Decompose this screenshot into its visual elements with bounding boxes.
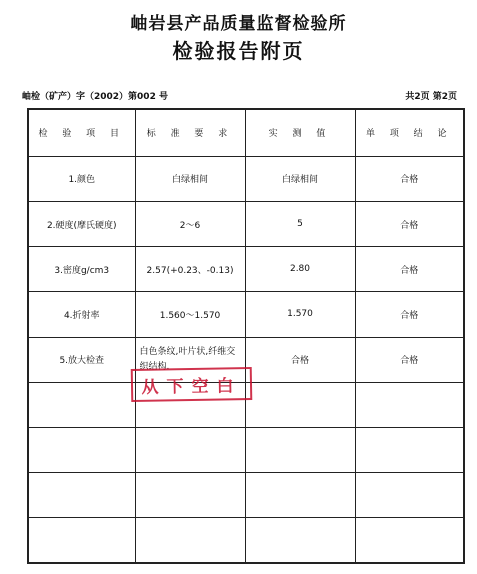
empty-cell — [355, 382, 464, 427]
measured-cell: 合格 — [245, 337, 355, 382]
measured-cell: 2.80 — [245, 247, 355, 292]
column-header-standard: 标 准 要 求 — [135, 109, 245, 156]
conclusion-cell: 合格 — [355, 292, 464, 337]
measured-cell: 5 — [245, 202, 355, 247]
column-header-conclusion: 单 项 结 论 — [355, 109, 464, 156]
empty-cell — [245, 518, 355, 563]
item-cell: 1.颜色 — [28, 156, 135, 201]
page-title: 检验报告附页 — [172, 39, 305, 63]
conclusion-cell: 合格 — [355, 337, 464, 382]
standard-cell: 2～6 — [135, 202, 245, 247]
column-header-item: 检 验 项 目 — [28, 109, 135, 156]
empty-cell — [245, 427, 355, 472]
empty-cell — [355, 473, 464, 518]
table-row — [28, 247, 464, 292]
item-cell: 4.折射率 — [28, 292, 135, 337]
empty-cell — [135, 518, 245, 563]
measured-cell: 1.570 — [245, 292, 355, 337]
item-cell: 3.密度g/cm3 — [28, 247, 135, 292]
table-header-row — [28, 109, 464, 156]
empty-cell — [28, 427, 135, 472]
empty-cell — [28, 473, 135, 518]
item-cell: 2.硬度(摩氏硬度) — [28, 202, 135, 247]
conclusion-cell: 合格 — [355, 156, 464, 201]
empty-cell — [245, 473, 355, 518]
standard-cell: 2.57(+0.23、-0.13) — [135, 247, 245, 292]
empty-row — [28, 473, 464, 518]
empty-cell — [135, 473, 245, 518]
table-row — [28, 202, 464, 247]
standard-cell: 1.560～1.570 — [135, 292, 245, 337]
item-cell: 5.放大检查 — [28, 337, 135, 382]
empty-cell — [28, 518, 135, 563]
empty-cell — [28, 382, 135, 427]
empty-row — [28, 427, 464, 472]
inspection-table — [27, 108, 465, 564]
empty-cell — [245, 382, 355, 427]
conclusion-cell: 合格 — [355, 202, 464, 247]
column-header-measured: 实 测 值 — [245, 109, 355, 156]
document-number: 岫检（矿产）字（2002）第002 号 — [22, 92, 168, 102]
table-row — [28, 156, 464, 201]
measured-cell: 白绿相间 — [245, 156, 355, 201]
blank-below-stamp: 从下空白 — [131, 367, 253, 402]
empty-row — [28, 518, 464, 563]
organization-name: 岫岩县产品质量监督检验所 — [130, 14, 347, 34]
standard-cell: 白色条纹,叶片状,纤维交织结构. — [135, 337, 245, 382]
empty-cell — [355, 427, 464, 472]
standard-cell: 白绿相间 — [135, 156, 245, 201]
empty-cell — [135, 427, 245, 472]
conclusion-cell: 合格 — [355, 247, 464, 292]
table-row — [28, 292, 464, 337]
page-info: 共2页 第2页 — [405, 92, 457, 102]
empty-cell — [355, 518, 464, 563]
